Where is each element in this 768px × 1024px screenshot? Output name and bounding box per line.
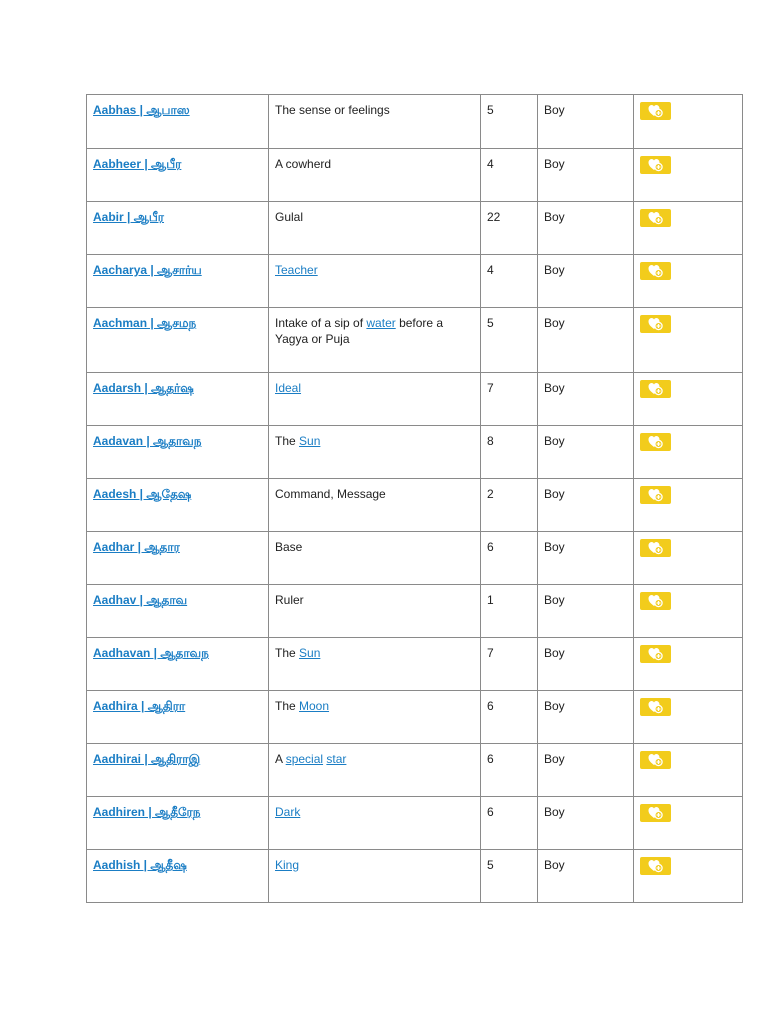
name-link[interactable]: Aadhav | ஆதாவ [93, 593, 188, 607]
favorite-cell [634, 95, 743, 149]
add-favorite-button[interactable] [640, 486, 671, 504]
add-favorite-button[interactable] [640, 539, 671, 557]
favorite-cell [634, 744, 743, 797]
name-link[interactable]: Aadarsh | ஆதர்ஷ [93, 381, 194, 395]
meaning-text: The [275, 646, 300, 660]
gender-cell: Boy [538, 202, 634, 255]
name-cell [87, 744, 269, 797]
table-row [87, 479, 743, 532]
gender-cell: Boy [538, 585, 634, 638]
number-cell: 7 [481, 638, 538, 691]
add-favorite-button[interactable] [640, 262, 671, 280]
heart-plus-icon [648, 158, 663, 172]
heart-plus-icon [648, 104, 663, 118]
table-row [87, 797, 743, 850]
meaning-word-link[interactable]: Dark [275, 805, 301, 819]
add-favorite-button[interactable] [640, 156, 671, 174]
favorite-cell [634, 691, 743, 744]
add-favorite-button[interactable] [640, 380, 671, 398]
name-cell [87, 95, 269, 149]
table-row [87, 202, 743, 255]
name-cell [87, 373, 269, 426]
name-link[interactable]: Aadhavan | ஆதாவந [93, 646, 209, 660]
meaning-cell [269, 479, 481, 532]
number-cell: 2 [481, 479, 538, 532]
meaning-cell [269, 638, 481, 691]
number-cell: 4 [481, 255, 538, 308]
meaning-text: before a Yagya or Puja [275, 316, 444, 346]
favorite-cell [634, 426, 743, 479]
name-link[interactable]: Aabhas | ஆபாஸ [93, 103, 190, 117]
meaning-cell [269, 149, 481, 202]
meaning-word-link[interactable]: star [326, 752, 347, 766]
table-row [87, 744, 743, 797]
meaning-text: Command, Message [275, 487, 386, 501]
add-favorite-button[interactable] [640, 804, 671, 822]
favorite-cell [634, 255, 743, 308]
table-row [87, 373, 743, 426]
table-row [87, 532, 743, 585]
gender-cell: Boy [538, 532, 634, 585]
meaning-text: Base [275, 540, 303, 554]
name-cell [87, 149, 269, 202]
add-favorite-button[interactable] [640, 698, 671, 716]
number-cell: 6 [481, 797, 538, 850]
meaning-word-link[interactable]: water [366, 316, 396, 330]
name-link[interactable]: Aadesh | ஆதேஷ [93, 487, 192, 501]
name-link[interactable]: Aadhar | ஆதார [93, 540, 180, 554]
name-link[interactable]: Aabheer | ஆபீர [93, 157, 182, 171]
add-favorite-button[interactable] [640, 857, 671, 875]
meaning-text: The [275, 434, 300, 448]
meaning-word-link[interactable]: Moon [299, 699, 330, 713]
meaning-cell [269, 585, 481, 638]
favorite-cell [634, 532, 743, 585]
meaning-cell [269, 744, 481, 797]
heart-plus-icon [648, 382, 663, 396]
name-cell [87, 255, 269, 308]
gender-cell: Boy [538, 479, 634, 532]
favorite-cell [634, 850, 743, 903]
meaning-text: Gulal [275, 210, 304, 224]
meaning-text: A [275, 752, 286, 766]
heart-plus-icon [648, 264, 663, 278]
table-row [87, 638, 743, 691]
add-favorite-button[interactable] [640, 315, 671, 333]
gender-cell: Boy [538, 744, 634, 797]
meaning-word-link[interactable]: Ideal [275, 381, 302, 395]
number-cell: 22 [481, 202, 538, 255]
add-favorite-button[interactable] [640, 751, 671, 769]
favorite-cell [634, 585, 743, 638]
heart-plus-icon [648, 541, 663, 555]
name-cell [87, 532, 269, 585]
add-favorite-button[interactable] [640, 592, 671, 610]
gender-cell: Boy [538, 638, 634, 691]
meaning-cell [269, 797, 481, 850]
table-row [87, 426, 743, 479]
favorite-cell [634, 373, 743, 426]
heart-plus-icon [648, 488, 663, 502]
favorite-cell [634, 797, 743, 850]
heart-plus-icon [648, 806, 663, 820]
meaning-cell [269, 532, 481, 585]
number-cell: 4 [481, 149, 538, 202]
meaning-text: The sense or feelings [275, 103, 390, 117]
name-cell [87, 308, 269, 373]
name-cell [87, 691, 269, 744]
meaning-cell [269, 308, 481, 373]
name-cell [87, 426, 269, 479]
meaning-cell [269, 691, 481, 744]
meaning-word-link[interactable]: Teacher [275, 263, 318, 277]
number-cell: 5 [481, 850, 538, 903]
number-cell: 5 [481, 308, 538, 373]
favorite-cell [634, 638, 743, 691]
table-row [87, 308, 743, 373]
table-row [87, 585, 743, 638]
names-table [86, 94, 743, 903]
name-cell [87, 638, 269, 691]
add-favorite-button[interactable] [640, 102, 671, 120]
meaning-text: A cowherd [275, 157, 332, 171]
gender-cell: Boy [538, 373, 634, 426]
meaning-cell [269, 255, 481, 308]
meaning-cell [269, 426, 481, 479]
table-row [87, 691, 743, 744]
heart-plus-icon [648, 317, 663, 331]
number-cell: 6 [481, 691, 538, 744]
meaning-text: The [275, 699, 300, 713]
gender-cell: Boy [538, 797, 634, 850]
name-cell [87, 202, 269, 255]
add-favorite-button[interactable] [640, 645, 671, 663]
meaning-cell [269, 202, 481, 255]
heart-plus-icon [648, 753, 663, 767]
number-cell: 5 [481, 95, 538, 149]
name-link[interactable]: Aabir | ஆபீர [93, 210, 165, 224]
gender-cell: Boy [538, 308, 634, 373]
name-cell [87, 850, 269, 903]
number-cell: 1 [481, 585, 538, 638]
favorite-cell [634, 479, 743, 532]
names-table-body [87, 95, 743, 903]
table-row [87, 850, 743, 903]
name-cell [87, 585, 269, 638]
meaning-cell [269, 95, 481, 149]
heart-plus-icon [648, 594, 663, 608]
favorite-cell [634, 202, 743, 255]
meaning-text: Intake of a sip of [275, 316, 367, 330]
name-cell [87, 797, 269, 850]
name-cell [87, 479, 269, 532]
heart-plus-icon [648, 647, 663, 661]
add-favorite-button[interactable] [640, 433, 671, 451]
gender-cell: Boy [538, 255, 634, 308]
gender-cell: Boy [538, 850, 634, 903]
table-row [87, 149, 743, 202]
meaning-word-link[interactable]: Sun [299, 646, 321, 660]
table-row [87, 95, 743, 149]
heart-plus-icon [648, 700, 663, 714]
number-cell: 8 [481, 426, 538, 479]
meaning-word-link[interactable]: Sun [299, 434, 321, 448]
meaning-cell [269, 373, 481, 426]
favorite-cell [634, 308, 743, 373]
meaning-text: Ruler [275, 593, 304, 607]
heart-plus-icon [648, 859, 663, 873]
name-link[interactable]: Aadhiren | ஆதீரேந [93, 805, 201, 819]
gender-cell: Boy [538, 149, 634, 202]
meaning-cell [269, 850, 481, 903]
table-row [87, 255, 743, 308]
name-link[interactable]: Aachman | ஆசமந [93, 316, 197, 330]
heart-plus-icon [648, 435, 663, 449]
meaning-word-link[interactable]: King [275, 858, 300, 872]
name-link[interactable]: Aadhirai | ஆதிராஇ [93, 752, 201, 766]
name-link[interactable]: Aacharya | ஆசார்ய [93, 263, 202, 277]
name-link[interactable]: Aadhira | ஆதிரா [93, 699, 186, 713]
name-link[interactable]: Aadavan | ஆதாவந [93, 434, 202, 448]
add-favorite-button[interactable] [640, 209, 671, 227]
meaning-word-link[interactable]: special [285, 752, 324, 766]
favorite-cell [634, 149, 743, 202]
gender-cell: Boy [538, 426, 634, 479]
number-cell: 6 [481, 532, 538, 585]
number-cell: 7 [481, 373, 538, 426]
heart-plus-icon [648, 211, 663, 225]
gender-cell: Boy [538, 691, 634, 744]
number-cell: 6 [481, 744, 538, 797]
name-link[interactable]: Aadhish | ஆதீஷ [93, 858, 187, 872]
gender-cell: Boy [538, 95, 634, 149]
